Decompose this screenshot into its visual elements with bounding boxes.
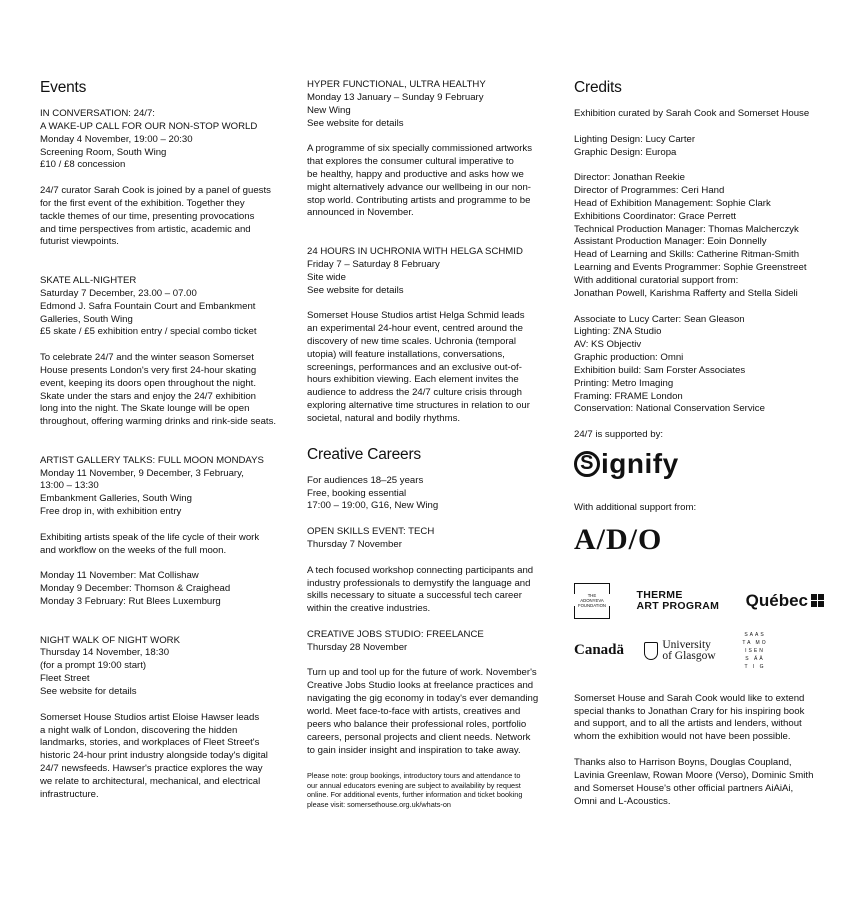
text-line: Free, booking essential	[307, 487, 407, 499]
event-details	[40, 635, 290, 699]
careers-intro	[307, 475, 557, 514]
text-line: Associate to Lucy Carter: Sean Gleason	[574, 313, 745, 325]
text-line: industry professionals to demystify the language and	[307, 577, 531, 589]
text-line: Graphic Design: Europa	[574, 146, 677, 158]
curated-by: Exhibition curated by Sarah Cook and Somerset House	[574, 108, 810, 119]
text-line: Thursday 28 November	[307, 641, 408, 653]
text-line: event, keeping its doors open throughout the night.	[40, 377, 257, 389]
sponsor-logos-row-2	[574, 631, 774, 671]
event-item	[307, 526, 557, 616]
text-line: Monday 11 November, 9 December, 3 February,	[40, 467, 244, 479]
event-item	[307, 246, 557, 426]
adonyeva-text	[577, 593, 607, 608]
text-line: Lavinia Greenlaw, Rowan Moore (Verso), Dominic Smith	[574, 769, 814, 781]
text-line: Omni and L-Acoustics.	[574, 795, 671, 807]
text-line: T I G	[744, 663, 766, 670]
text-line: and Somerset House's other official partners AiAiAi,	[574, 782, 794, 794]
text-line: utopia) will feature installations, conversations,	[307, 348, 505, 360]
text-line: A tech focused workshop connecting participants and	[307, 564, 534, 576]
text-line: Jonathan Powell, Karishma Rafferty and Stella Sideli	[574, 287, 798, 299]
text-line: Somerset House Studios artist Helga Schmid leads	[307, 310, 525, 322]
text-line: Monday 3 February: Rut Blees Luxemburg	[40, 596, 221, 608]
booking-note	[307, 771, 557, 809]
text-line: Conservation: National Conservation Service	[574, 403, 765, 415]
therme-art-program-logo	[637, 590, 720, 612]
signify-wordmark: ignify	[601, 447, 679, 479]
university-of-glasgow-logo	[644, 640, 715, 662]
middle-column	[307, 79, 557, 809]
text-line: £5 skate / £5 exhibition entry / special combo ticket	[40, 326, 257, 338]
text-line: S ÄÄ	[745, 655, 765, 662]
event-details	[307, 629, 557, 655]
text-line: navigating the gig economy in today's ever demanding	[307, 693, 539, 705]
text-line: 24/7 curator Sarah Cook is joined by a panel of guests	[40, 185, 271, 197]
text-line: Exhibiting artists speak of the life cycle of their work	[40, 531, 260, 543]
event-item	[40, 275, 290, 429]
text-line: for the first event of the exhibition. Together they	[40, 197, 245, 209]
text-line: societal, natural and bodily rhythms.	[307, 412, 461, 424]
text-line: ARTIST GALLERY TALKS: FULL MOON MONDAYS	[40, 454, 264, 466]
text-line: A programme of six specially commissioned artworks	[307, 143, 532, 155]
text-line: infrastructure.	[40, 788, 99, 800]
text-line: 24 HOURS IN UCHRONIA WITH HELGA SCHMID	[307, 245, 523, 257]
staff-credits	[574, 172, 844, 300]
adonyeva-foundation-logo	[574, 583, 610, 619]
text-line: University	[662, 638, 711, 651]
text-line: online. For additional events, further information and ticket booking	[307, 790, 523, 800]
text-line: an experimental 24-hour event, centred around the	[307, 323, 523, 335]
text-line: Monday 11 November: Mat Collishaw	[40, 570, 199, 582]
text-line: long into the night. The Skate lounge will be open	[40, 403, 250, 415]
event-description	[307, 565, 557, 616]
creative-careers-heading: Creative Careers	[307, 445, 421, 463]
text-line: Monday 9 December: Thomson & Craighead	[40, 583, 231, 595]
text-line: and workflow on the weeks of the full moon.	[40, 544, 227, 556]
event-description	[307, 310, 557, 426]
text-line: NIGHT WALK OF NIGHT WORK	[40, 634, 181, 646]
text-line: A WAKE-UP CALL FOR OUR NON-STOP WORLD	[40, 120, 258, 132]
text-line: Exhibition build: Sam Forster Associates	[574, 364, 746, 376]
text-line: Fleet Street	[40, 673, 90, 685]
text-line: within the creative industries.	[307, 603, 431, 615]
text-line: New Wing	[307, 104, 351, 116]
text-line: (for a prompt 19:00 start)	[40, 660, 147, 672]
text-line: hours exhibition viewing. Each element invites the	[307, 374, 519, 386]
text-line: Thursday 14 November, 18:30	[40, 647, 170, 659]
text-line: historic 24-hour print industry alongside today's digital	[40, 750, 268, 762]
text-line: CREATIVE JOBS STUDIO: FREELANCE	[307, 628, 484, 640]
text-line: world. Meet face-to-face with artists, creatives and	[307, 705, 521, 717]
event-description	[307, 667, 557, 757]
text-line: Lighting Design: Lucy Carter	[574, 133, 696, 145]
text-line: audience to address the 24/7 culture crisis through	[307, 387, 522, 399]
event-item	[40, 635, 290, 802]
event-description	[40, 185, 290, 249]
text-line: Head of Exhibition Management: Sophie Clark	[574, 197, 771, 209]
event-description	[307, 143, 557, 220]
glasgow-wordmark	[662, 640, 715, 662]
text-line: Thanks also to Harrison Boyns, Douglas Coupland,	[574, 757, 792, 768]
fleur-de-lis-icon	[811, 594, 824, 607]
design-credits	[574, 134, 844, 160]
text-line: Site wide	[307, 271, 346, 283]
text-line: Embankment Galleries, South Wing	[40, 493, 192, 505]
text-line: futurist viewpoints.	[40, 236, 119, 248]
additional-support-label: With additional support from:	[574, 501, 697, 513]
signify-mark-icon: S	[574, 451, 600, 477]
text-line: exploring alternative time structures in relation to our	[307, 400, 530, 412]
text-line: Technical Production Manager: Thomas Malcherczyk	[574, 223, 799, 235]
text-line: Printing: Metro Imaging	[574, 377, 674, 389]
events-column	[40, 79, 290, 802]
ado-logo: A/D/O	[574, 522, 663, 556]
text-line: IN CONVERSATION: 24/7:	[40, 108, 155, 119]
text-line: Assistant Production Manager: Eoin Donnelly	[574, 236, 767, 248]
saas-logo	[736, 631, 774, 671]
event-details	[40, 108, 290, 172]
text-line: ART PROGRAM	[636, 599, 720, 612]
text-line: Head of Learning and Skills: Catherine Ritman-Smith	[574, 249, 800, 261]
event-item	[307, 79, 557, 220]
text-line: With additional curatorial support from:	[574, 274, 739, 286]
text-line: THERME	[636, 588, 683, 601]
event-details	[307, 246, 557, 297]
text-line: be healthy, happy and productive and asks how we	[307, 168, 524, 180]
text-line: peers who balance their professional roles, portfolio	[307, 718, 527, 730]
text-line: Director of Programmes: Ceri Hand	[574, 185, 725, 197]
text-line: Learning and Events Programmer: Sophie Greenstreet	[574, 262, 807, 274]
text-line: TA MO	[742, 639, 768, 646]
text-line: Framing: FRAME London	[574, 390, 683, 402]
text-line: Creative Jobs Studio looks at freelance practices and	[307, 680, 534, 692]
text-line: For audiences 18–25 years	[307, 474, 424, 486]
text-line: 24/7 newsfeeds. Hawser's practice explores the way	[40, 763, 263, 775]
credits-heading: Credits	[574, 79, 622, 96]
text-line: 17:00 – 19:00, G16, New Wing	[307, 500, 439, 512]
credits-column	[574, 79, 844, 808]
text-line: skills necessary to situate a successful tech career	[307, 590, 522, 602]
text-line: announced in November.	[307, 207, 414, 219]
text-line: THE	[587, 592, 597, 598]
text-line: £10 / £8 concession	[40, 159, 126, 171]
text-line: and time perspectives from artistic, academic and	[40, 223, 251, 235]
quebec-logo	[746, 591, 824, 611]
text-line: FOUNDATION	[577, 602, 607, 608]
text-line: whom the exhibition would not have been possible.	[574, 731, 791, 743]
event-description	[40, 712, 290, 802]
text-line: SAAS	[744, 631, 766, 638]
text-line: See website for details	[307, 117, 404, 129]
text-line: SKATE ALL-NIGHTER	[40, 274, 137, 286]
event-item	[40, 455, 290, 609]
event-details	[40, 455, 290, 519]
event-details	[307, 526, 557, 552]
production-credits	[574, 314, 844, 417]
text-line: Somerset House and Sarah Cook would like to extend	[574, 692, 805, 704]
sponsor-logos-row-1	[574, 581, 824, 621]
glasgow-crest-icon	[644, 642, 658, 660]
text-line: that explores the consumer cultural imperative to	[307, 156, 514, 168]
text-line: tackle themes of our time, presenting provocations	[40, 210, 255, 222]
text-line: Monday 13 January – Sunday 9 February	[307, 91, 484, 103]
special-thanks	[574, 693, 844, 744]
text-line: Thursday 7 November	[307, 539, 402, 550]
text-line: landmarks, stories, and workplaces of Fleet Street's	[40, 737, 260, 749]
text-line: a night walk of London, discovering the hidden	[40, 724, 238, 736]
text-line: To celebrate 24/7 and the winter season Somerset	[40, 352, 254, 364]
event-description	[40, 532, 290, 558]
quebec-wordmark: Québec	[745, 590, 808, 610]
events-list	[40, 108, 290, 802]
text-line: HYPER FUNCTIONAL, ULTRA HEALTHY	[307, 79, 486, 90]
event-description	[40, 352, 290, 429]
text-line: throughout, offering warming drinks and rink-side seats.	[40, 416, 277, 428]
supported-by-label: 24/7 is supported by:	[574, 429, 664, 441]
text-line: Free drop in, with exhibition entry	[40, 506, 182, 518]
events-heading: Events	[40, 79, 87, 96]
event-details	[40, 275, 290, 339]
event-item	[40, 108, 290, 249]
text-line: discovery of new time scales. Uchronia (temporal	[307, 335, 517, 347]
text-line: Graphic production: Omni	[574, 352, 684, 364]
text-line: Lighting: ZNA Studio	[574, 326, 662, 338]
text-line: House presents London's very first 24-hour skating	[40, 364, 257, 376]
text-line: AV: KS Objectiv	[574, 339, 642, 351]
text-line: 13:00 – 13:30	[40, 480, 99, 492]
text-line: to gain insider insight and inspiration to take away.	[307, 744, 521, 756]
text-line: please visit: somersethouse.org.uk/whats-on	[307, 799, 451, 809]
event-item	[307, 629, 557, 757]
text-line: See website for details	[40, 685, 137, 697]
text-line: Exhibitions Coordinator: Grace Perrett	[574, 210, 737, 222]
text-line: we relate to architectural, mechanical, and electrical	[40, 775, 261, 787]
event-extra	[40, 570, 290, 609]
thanks-also	[574, 757, 844, 808]
text-line: Turn up and tool up for the future of work. November's	[307, 667, 537, 679]
text-line: careers, personal projects and client needs. Network	[307, 731, 531, 743]
text-line: our annual educators evening are subject to availability by request	[307, 780, 521, 790]
text-line: of Glasgow	[662, 649, 716, 662]
text-line: ISEN	[745, 647, 765, 654]
text-line: special thanks to Jonathan Crary for his inspiring book	[574, 705, 805, 717]
text-line: Director: Jonathan Reekie	[574, 172, 685, 184]
text-line: Somerset House Studios artist Eloise Hawser leads	[40, 711, 260, 723]
signify-logo	[574, 448, 844, 480]
text-line: and support, and to all the artists and lenders, without	[574, 718, 802, 730]
text-line: Galleries, South Wing	[40, 313, 133, 325]
text-line: Please note: group bookings, introductory tours and attendance to	[307, 771, 521, 781]
text-line: Skate under the stars and enjoy the 24/7 exhibition	[40, 390, 257, 402]
text-line: Screening Room, South Wing	[40, 146, 167, 158]
text-line: Friday 7 – Saturday 8 February	[307, 258, 440, 270]
text-line: Saturday 7 December, 23.00 – 07.00	[40, 287, 197, 299]
text-line: ADONYEVA	[580, 597, 604, 603]
text-line: Monday 4 November, 19:00 – 20:30	[40, 133, 193, 145]
text-line: OPEN SKILLS EVENT: TECH	[307, 526, 435, 538]
text-line: screenings, performances and an exclusive out-of-	[307, 361, 522, 373]
text-line: might alternatively advance our wellbeing in our non-	[307, 181, 531, 193]
canada-logo: Canadä	[574, 642, 625, 659]
text-line: Edmond J. Safra Fountain Court and Embankment	[40, 300, 256, 312]
event-details	[307, 79, 557, 130]
text-line: stop world. Contributing artists and programme to be	[307, 194, 531, 206]
text-line: See website for details	[307, 284, 404, 296]
